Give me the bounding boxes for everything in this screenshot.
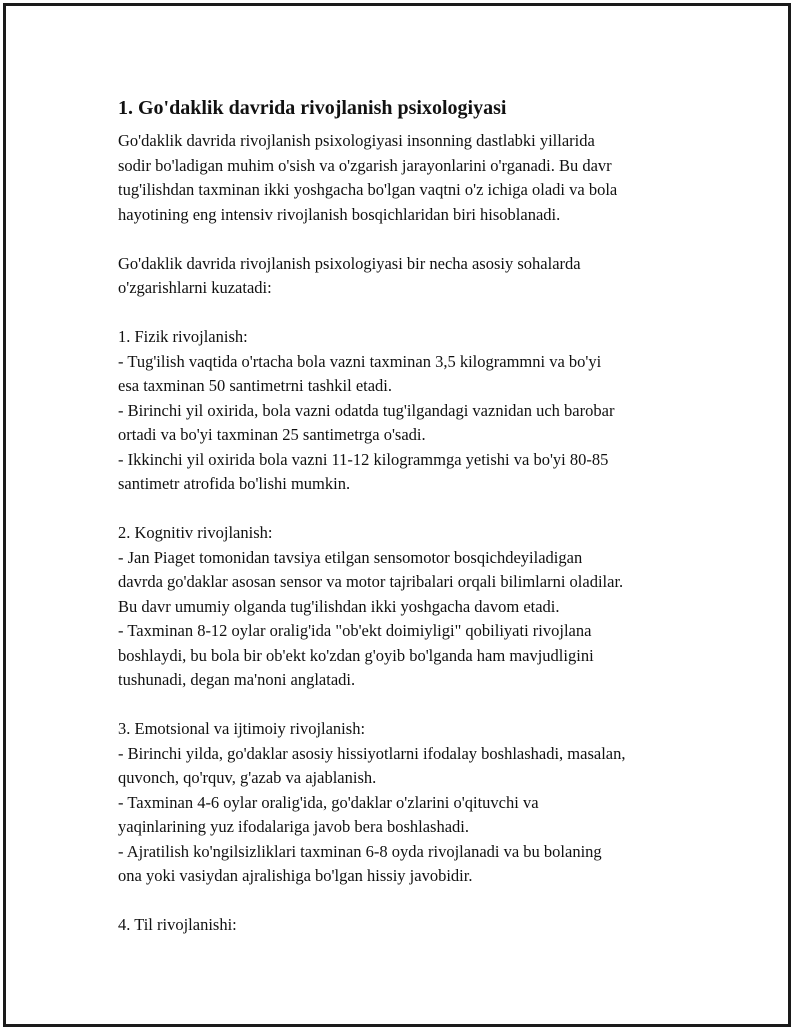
text-line: yaqinlarining yuz ifodalariga javob bera boshlashadi.	[118, 817, 469, 836]
text-line: tug'ilishdan taxminan ikki yoshgacha bo'lgan vaqtni o'z ichiga oladi va bola	[118, 180, 618, 199]
text-line: ona yoki vasiydan ajralishiga bo'lgan hissiy javobidir.	[118, 866, 473, 885]
text-line: boshlaydi, bu bola bir ob'ekt ko'zdan g'oyib bo'lganda ham mavjudligini	[118, 645, 594, 665]
text-line: - Tug'ilish vaqtida o'rtacha bola vazni taxminan 3,5 kilogrammni va bo'yi	[118, 351, 602, 371]
section-heading: 2. Kognitiv rivojlanish:	[118, 523, 273, 542]
text-line: - Jan Piaget tomonidan tavsiya etilgan sensomotor bosqichdeyiladigan	[118, 547, 583, 567]
text-line: - Ikkinchi yil oxirida bola vazni 11-12 kilogrammga yetishi va bo'yi 80-85	[118, 449, 609, 469]
section-heading: 4. Til rivojlanishi:	[118, 915, 237, 934]
text-line: Go'daklik davrida rivojlanish psixologiyasi bir necha asosiy sohalarda	[118, 253, 581, 273]
document-body	[118, 95, 708, 938]
text-line: Go'daklik davrida rivojlanish psixologiyasi insonning dastlabki yillarida	[118, 131, 595, 150]
section-heading: 3. Emotsional va ijtimoiy rivojlanish:	[118, 719, 366, 738]
section-physical-development	[118, 325, 708, 497]
text-line: - Birinchi yil oxirida, bola vazni odatda tug'ilgandagi vaznidan uch barobar	[118, 400, 615, 420]
text-line: hayotining eng intensiv rivojlanish bosqichlaridan biri hisoblanadi.	[118, 204, 561, 224]
section-cognitive-development	[118, 521, 708, 693]
text-line: tushunadi, degan ma'noni anglatadi.	[118, 670, 356, 689]
section-language-development	[118, 913, 708, 938]
text-line: Bu davr umumiy olganda tug'ilishdan ikki yoshgacha davom etadi.	[118, 596, 560, 616]
section-heading: 1. Fizik rivojlanish:	[118, 327, 248, 346]
document-title: 1. Go'daklik davrida rivojlanish psixologiyasi	[118, 97, 507, 119]
text-line: quvonch, qo'rquv, g'azab va ajablanish.	[118, 768, 377, 787]
text-line: santimetr atrofida bo'lishi mumkin.	[118, 474, 351, 493]
text-line: o'zgarishlarni kuzatadi:	[118, 278, 272, 297]
text-line: - Ajratilish ko'ngilsizliklari taxminan 6-8 oyda rivojlanadi va bu bolaning	[118, 841, 602, 861]
text-line: sodir bo'ladigan muhim o'sish va o'zgarish jarayonlarini o'rganadi. Bu davr	[118, 155, 612, 175]
text-line: - Taxminan 4-6 oylar oralig'ida, go'daklar o'zlarini o'qituvchi va	[118, 792, 539, 812]
text-line: - Birinchi yilda, go'daklar asosiy hissiyotlarni ifodalay boshlashadi, masalan,	[118, 743, 626, 763]
overview-paragraph	[118, 252, 708, 301]
section-emotional-social-development	[118, 717, 708, 889]
text-line: ortadi va bo'yi taxminan 25 santimetrga o'sadi.	[118, 425, 426, 444]
intro-paragraph	[118, 129, 708, 227]
text-line: davrda go'daklar asosan sensor va motor tajribalari orqali bilimlarni oladilar.	[118, 572, 624, 591]
text-line: - Taxminan 8-12 oylar oralig'ida "ob'ekt doimiyligi" qobiliyati rivojlana	[118, 621, 592, 640]
text-line: esa taxminan 50 santimetrni tashkil etadi.	[118, 376, 393, 395]
